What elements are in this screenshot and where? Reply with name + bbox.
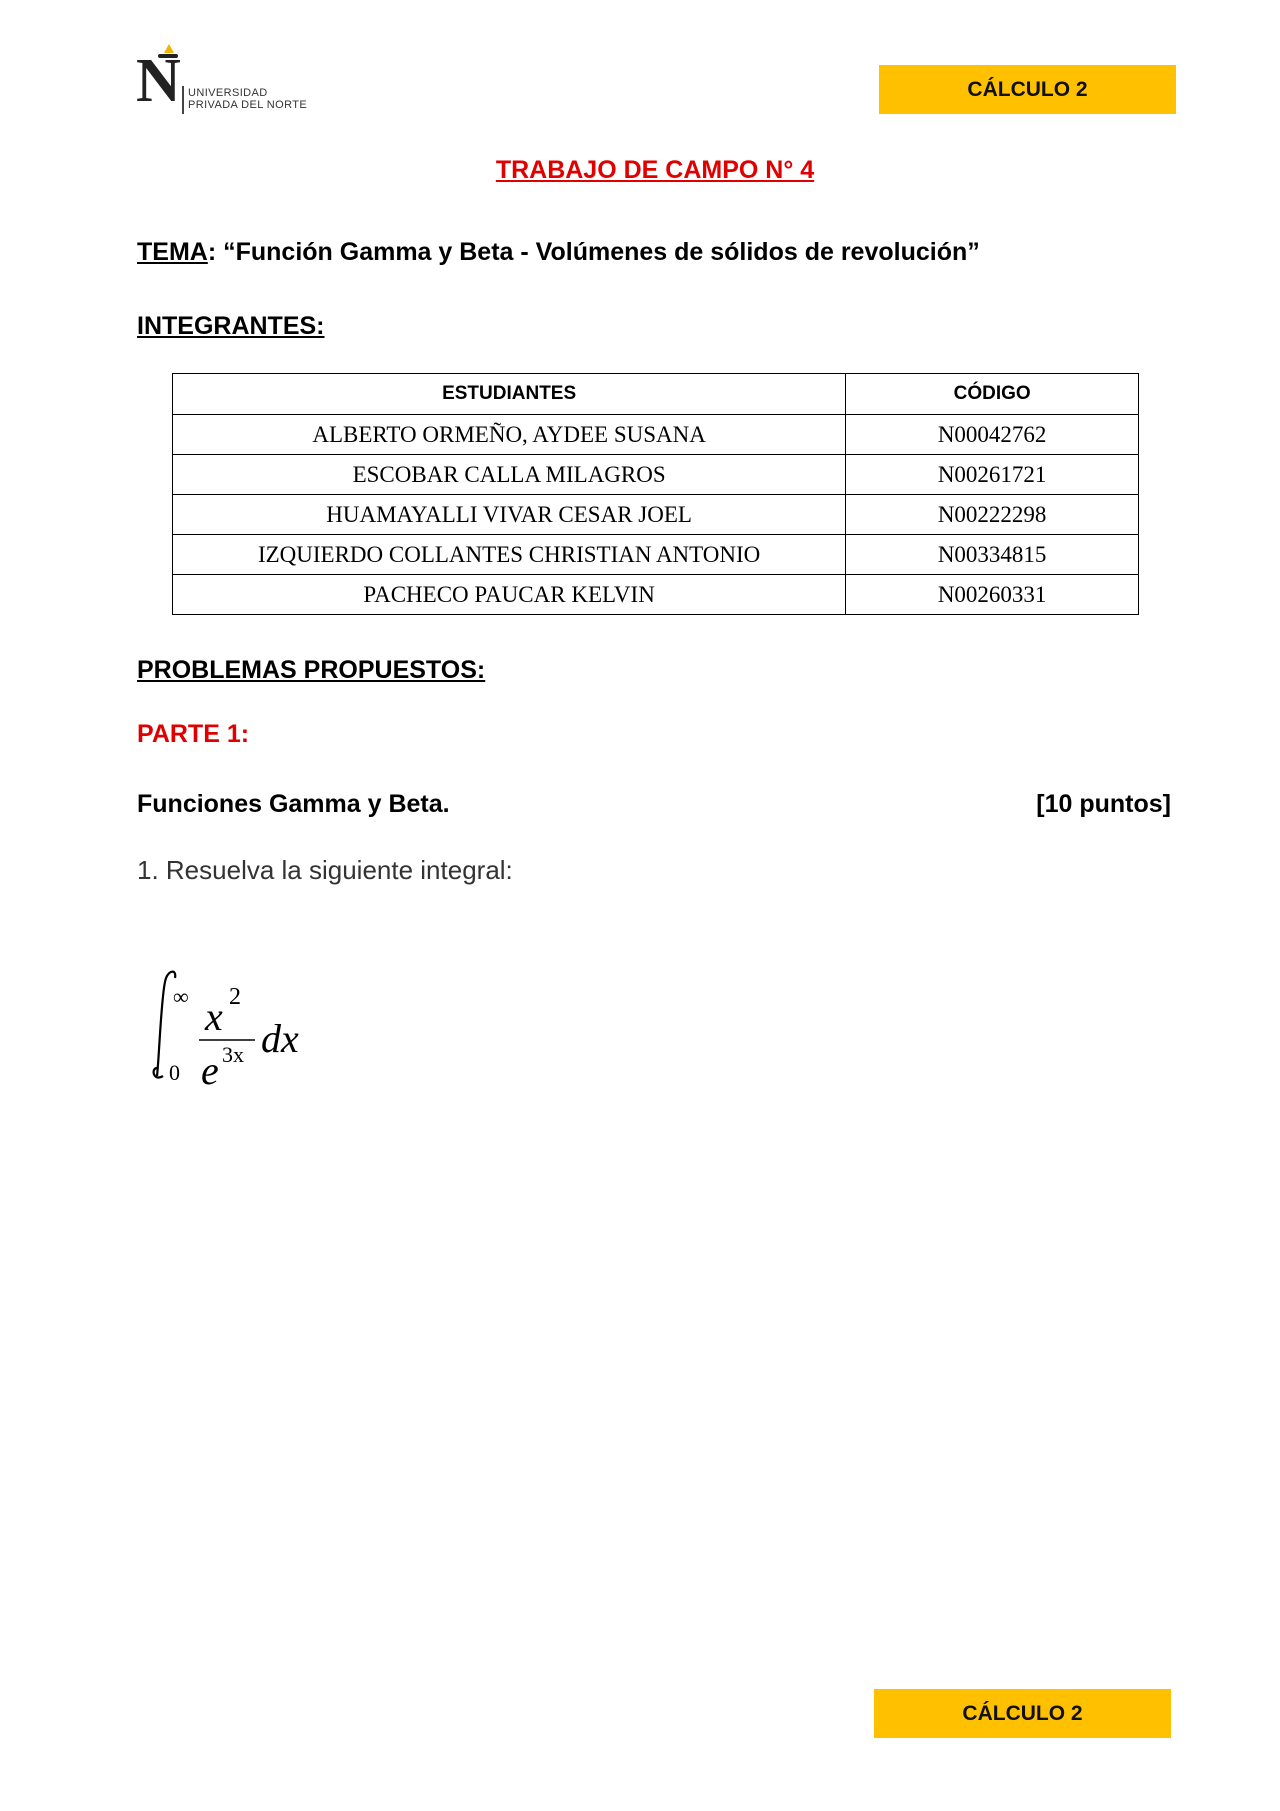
student-name: HUAMAYALLI VIVAR CESAR JOEL [173, 495, 846, 535]
header-code: CÓDIGO [846, 374, 1139, 415]
table-row [173, 575, 1139, 615]
tema-label: TEMA [137, 238, 208, 266]
lower-limit: 0 [169, 1060, 180, 1085]
section-title: Funciones Gamma y Beta. [137, 790, 450, 818]
section-header [137, 790, 1171, 819]
numerator-base: x [205, 994, 223, 1039]
integrantes-heading: INTEGRANTES: [137, 312, 325, 340]
student-code: N00042762 [846, 415, 1139, 455]
table-row [173, 535, 1139, 575]
logo-n-letter: N [136, 47, 181, 115]
numerator-exponent: 2 [229, 984, 241, 1010]
student-code: N00222298 [846, 495, 1139, 535]
logo-line2: PRIVADA DEL NORTE [188, 99, 308, 111]
table-row [173, 415, 1139, 455]
table-row [173, 495, 1139, 535]
differential: dx [261, 1016, 299, 1061]
student-name: PACHECO PAUCAR KELVIN [173, 575, 846, 615]
student-name: ESCOBAR CALLA MILAGROS [173, 455, 846, 495]
logo-divider [182, 86, 184, 114]
logo-line1: UNIVERSIDAD [188, 87, 268, 99]
table-row [173, 455, 1139, 495]
denominator-exponent: 3x [222, 1042, 244, 1067]
course-badge-top: CÁLCULO 2 [879, 65, 1176, 114]
header-students: ESTUDIANTES [173, 374, 846, 415]
integral-formula [147, 960, 347, 1090]
student-code: N00261721 [846, 455, 1139, 495]
course-badge-bottom: CÁLCULO 2 [874, 1689, 1171, 1738]
students-table [172, 373, 1139, 615]
student-code: N00334815 [846, 535, 1139, 575]
part-heading: PARTE 1: [137, 720, 250, 748]
upper-limit: ∞ [173, 984, 189, 1009]
section-points: [10 puntos] [1036, 790, 1171, 818]
student-name: IZQUIERDO COLLANTES CHRISTIAN ANTONIO [173, 535, 846, 575]
table-header-row [173, 374, 1139, 415]
question-1: 1. Resuelva la siguiente integral: [137, 855, 513, 885]
university-logo [136, 44, 336, 115]
document-title: TRABAJO DE CAMPO N° 4 [495, 156, 815, 184]
tema-line [137, 238, 980, 267]
logo-text [188, 87, 307, 111]
denominator-base: e [201, 1048, 219, 1090]
tema-text: : “Función Gamma y Beta - Volúmenes de sólidos de revolución” [207, 238, 980, 266]
problems-heading: PROBLEMAS PROPUESTOS: [137, 656, 486, 684]
student-code: N00260331 [846, 575, 1139, 615]
student-name: ALBERTO ORMEÑO, AYDEE SUSANA [173, 415, 846, 455]
